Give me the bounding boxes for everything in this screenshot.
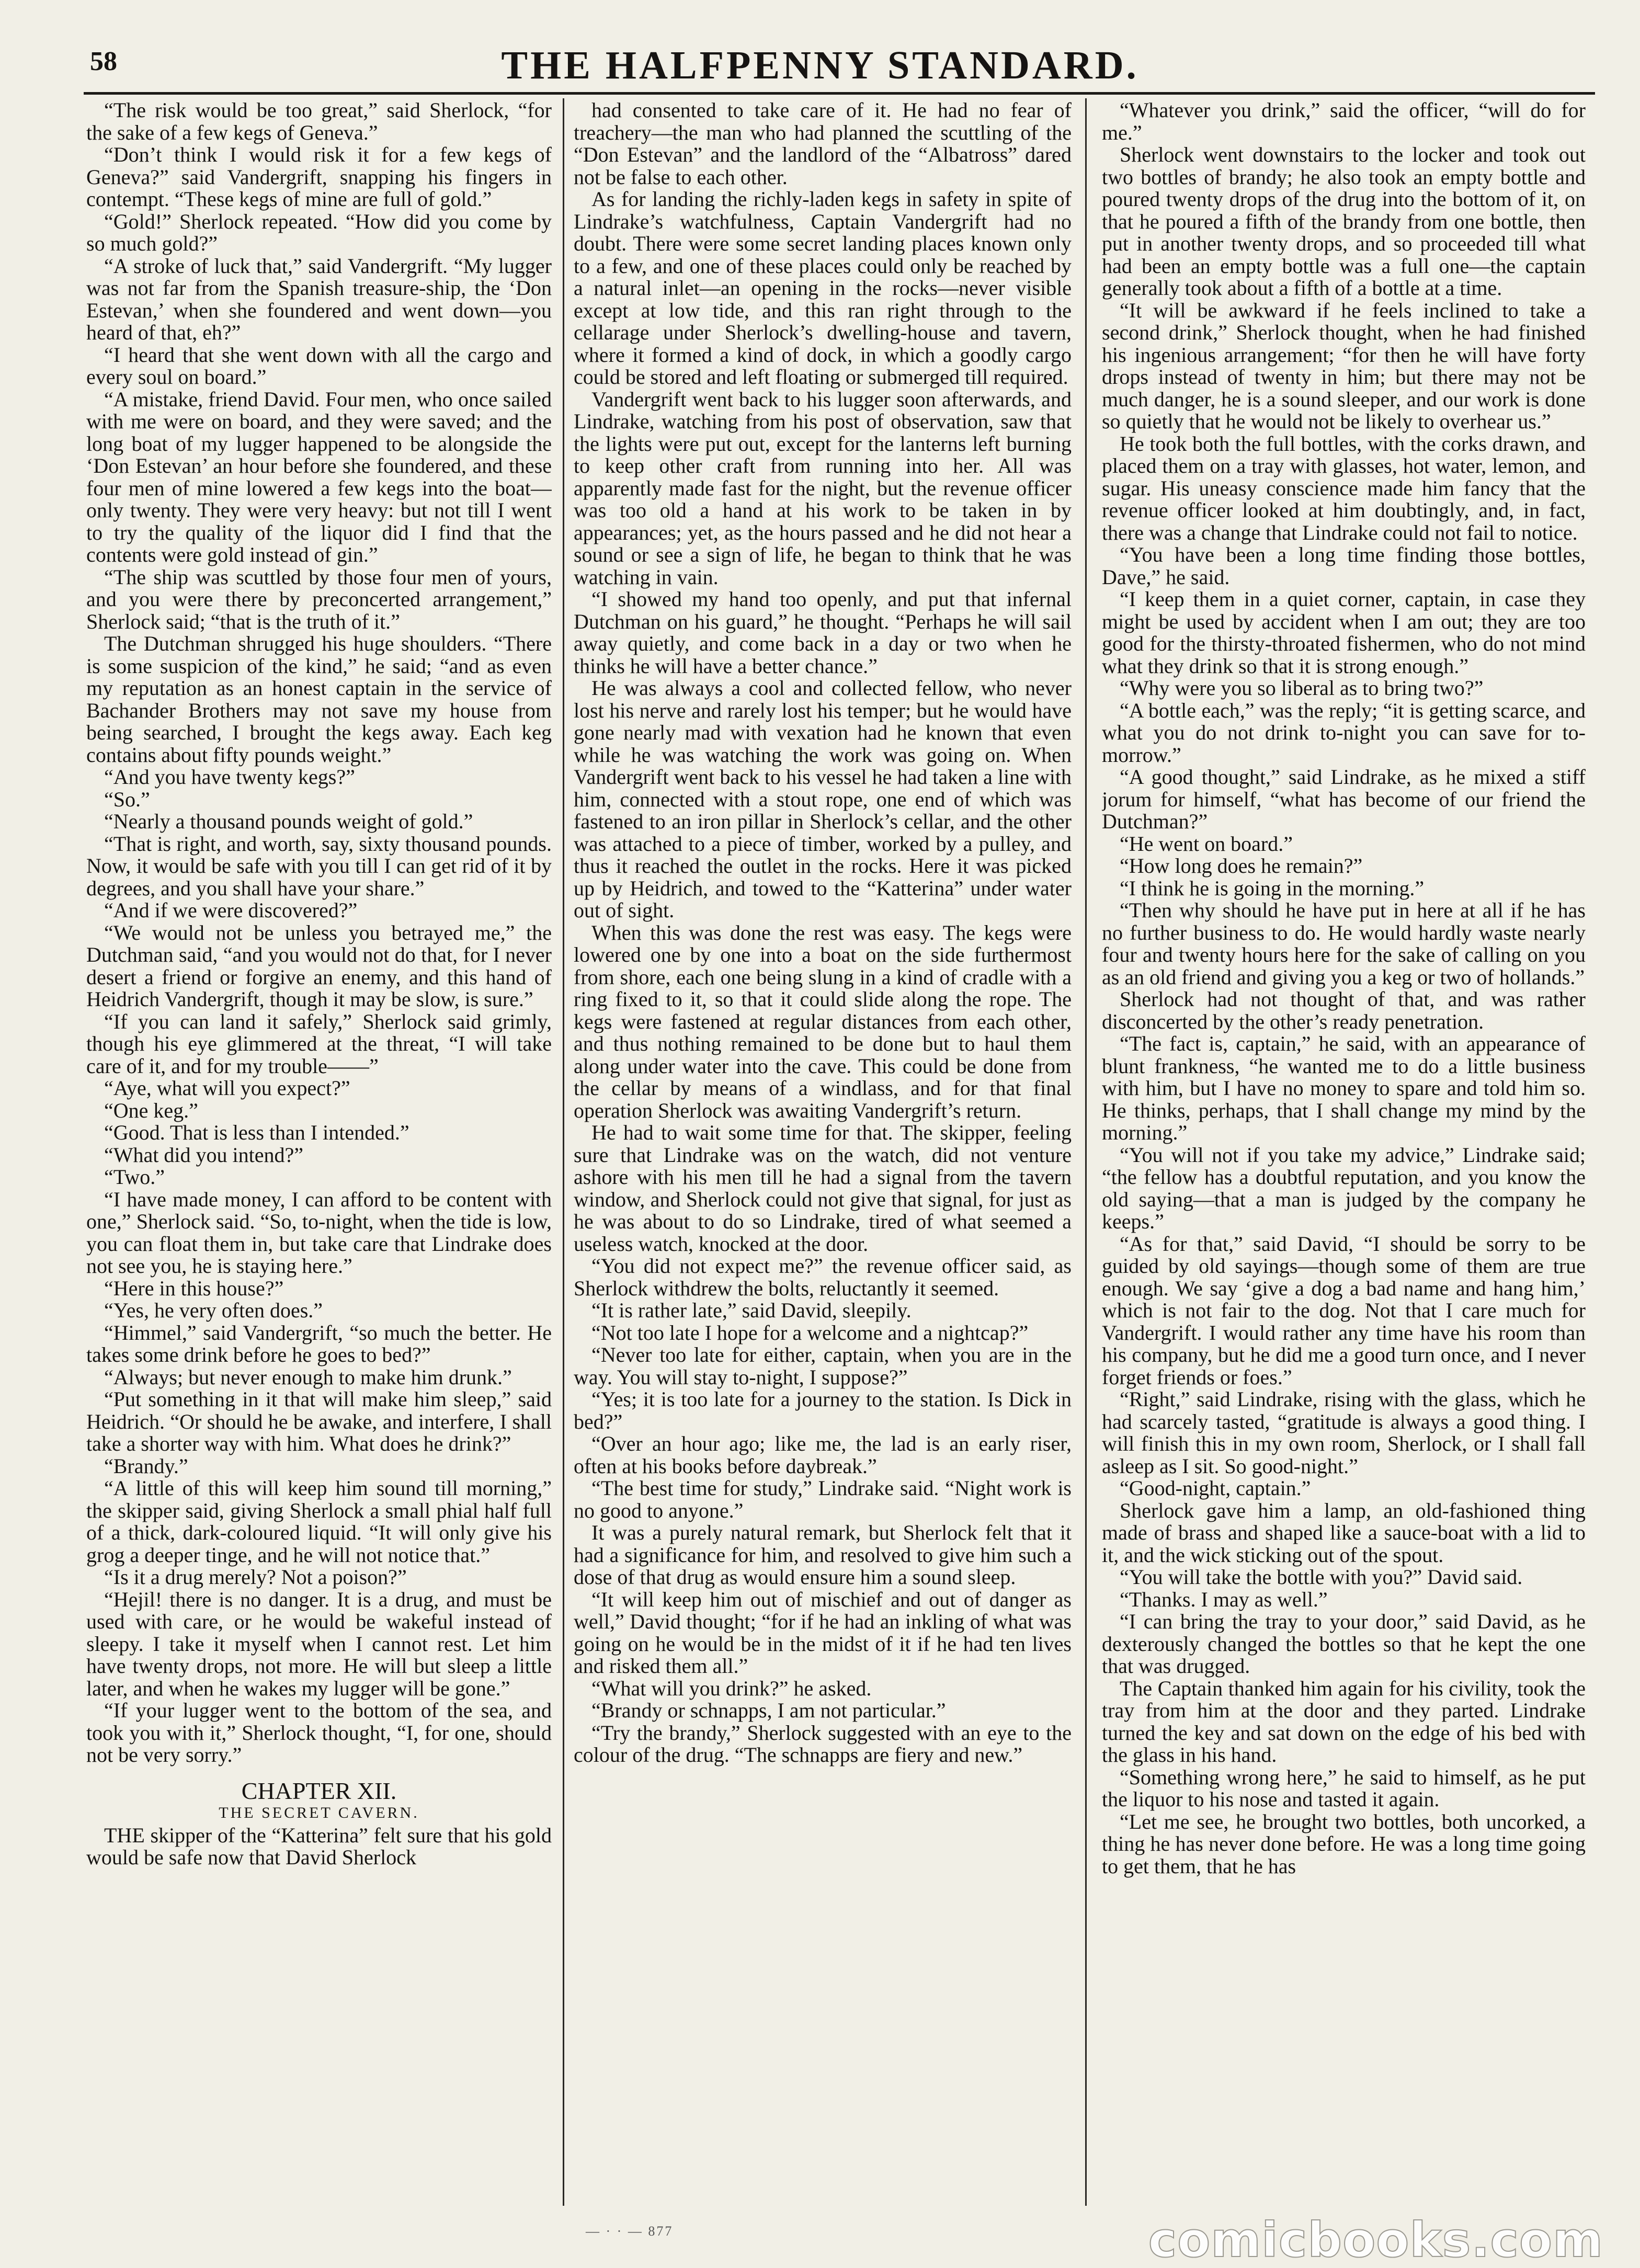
paragraph: “Hejil! there is no danger. It is a drug, and must be used with care, or he would be wakeful instead of sleepy. I take it myself when I cannot rest. Let him have twenty drops, not more. He will but sleep a little later, and when he wakes my lugger will be gone.” (86, 1587, 552, 1700)
paragraph: “And you have twenty kegs?” (104, 765, 355, 789)
paragraph: “A bottle each,” was the reply; “it is getting scarce, and what you do not drink to-night you can save for to-morrow.” (1102, 698, 1586, 767)
paragraph: Sherlock gave him a lamp, an old-fashioned thing made of brass and shaped like a sauce-boat with a lid to it, and the wick sticking out of the spout. (1102, 1498, 1586, 1567)
chapter-opening-paragraph: THE skipper of the “Katterina” felt sure that his gold would be safe now that David Sherlock (86, 1823, 552, 1869)
column-divider-1 (563, 98, 564, 2206)
paragraph: “I think he is going in the morning.” (1120, 876, 1425, 900)
paragraph: “Is it a drug merely? Not a poison?” (104, 1565, 407, 1589)
paragraph: “Whatever you drink,” said the officer, “will do for me.” (1102, 99, 1586, 144)
paragraph: “You will not if you take my advice,” Lindrake said; “the fellow has a doubtful reputation, and you know the old saying—that a man is judged by the company he keeps.” (1102, 1143, 1586, 1233)
paragraph: Sherlock went downstairs to the locker and took out two bottles of brandy; he also took an empty bottle and poured twenty drops of the drug into the bottom of it, on that he poured a fifth of the brandy from one bottle, then put in another twenty drops, and so proceeded till what had been an empty bottle was a full one—the captain generally took about a fifth of a bottle at a time. (1102, 143, 1586, 300)
paragraph: “Always; but never enough to make him drunk.” (104, 1365, 512, 1389)
paragraph: The Dutchman shrugged his huge shoulders. “There is some suspicion of the kind,” he said; “and as even my reputation as an honest captain in the service of Bachander Brothers may not save my house from being searched, I brought the kegs away. Each keg contains about fifty pounds weight.” (86, 632, 552, 767)
paragraph: “If you can land it safely,” Sherlock said grimly, though his eye glimmered at the threat, “I will take care of it, and for my trouble——” (86, 1009, 552, 1078)
paragraph: “Not too late I hope for a welcome and a nightcap?” (591, 1320, 1029, 1344)
paragraph: “As for that,” said David, “I should be sorry to be guided by old sayings—though some of them are true enough. We say ‘give a dog a bad name and hang him,’ which is not fair to the dog. Not that I care much for Vandergrift. I would rather any time have his room than his company, but he did me a good turn once, and I never forget friends or foes.” (1102, 1232, 1586, 1389)
paragraph: When this was done the rest was easy. The kegs were lowered one by one into a boat on the side furthermost from shore, each one being slung in a kind of cradle with a ring fixed to it, so that it could slide along the rope. The kegs were fastened at regular distances from each other, and thus nothing remained to be done but to haul them along under water into the cave. This could be done from the cellar by means of a windlass, and for that final operation Sherlock was awaiting Vandergrift’s return. (574, 920, 1072, 1122)
paragraph: “Thanks. I may as well.” (1120, 1587, 1328, 1611)
paragraph: “Brandy.” (104, 1454, 188, 1478)
chapter-subheading: THE SECRET CAVERN. (219, 1804, 419, 1821)
paragraph: “Yes, he very often does.” (104, 1298, 323, 1322)
paragraph: “It is rather late,” said David, sleepily. (591, 1298, 912, 1322)
column-divider-2 (1085, 98, 1087, 2206)
paragraph: “I can bring the tray to your door,” said David, as he dexterously changed the bottles so that he kept the one that was drugged. (1102, 1610, 1586, 1678)
paragraph: Sherlock had not thought of that, and was rather disconcerted by the other’s ready penetration. (1102, 987, 1586, 1033)
paragraph: “He went on board.” (1120, 831, 1293, 856)
paragraph: “You have been a long time finding those bottles, Dave,” he said. (1102, 543, 1586, 589)
paragraph: “One keg.” (104, 1098, 198, 1122)
column-3 (1102, 99, 1586, 2202)
paragraph: had consented to take care of it. He had no fear of treachery—the man who had planned the scuttling of the “Don Estevan” and the landlord of the “Albatross” dared not be false to each other. (574, 99, 1072, 189)
paragraph: “A little of this will keep him sound till morning,” the skipper said, giving Sherlock a small phial half full of a thick, dark-coloured liquid. “It will only give his grog a deeper tinge, and he will not notice that.” (86, 1476, 552, 1567)
column-2 (574, 99, 1072, 2202)
paragraph: “It will keep him out of mischief and out of danger as well,” David thought; “for if he had an inkling of what was going on he would be in the midst of it if he had ten lives and risked them all.” (574, 1587, 1072, 1678)
column-1 (86, 99, 552, 2202)
paragraph: “I keep them in a quiet corner, captain, in case they might be used by accident when I am out; they are too good for the thirsty-throated fishermen, who do not mind what they drink so that it is strong enough.” (1102, 587, 1586, 678)
paragraph: “Over an hour ago; like me, the lad is an early riser, often at his books before daybreak.” (574, 1432, 1072, 1478)
paragraph: It was a purely natural remark, but Sherlock felt that it had a significance for him, and resolved to give him such a dose of that drug as would ensure him a sound sleep. (574, 1521, 1072, 1589)
page-number: 58 (90, 47, 117, 76)
paragraph: “Why were you so liberal as to bring two?” (1120, 676, 1484, 700)
paragraph: “It will be awkward if he feels inclined to take a second drink,” Sherlock thought, when he had finished his ingenious arrangement; “for then he will have forty drops instead of twenty in him; but there may not be much danger, he is a sound sleeper, and our work is done so quietly that he would not be likely to overhear us.” (1102, 298, 1586, 433)
paragraph: “A stroke of luck that,” said Vandergrift. “My lugger was not far from the Spanish treasure-ship, the ‘Don Estevan,’ when she foundered and went down—you heard of that, eh?” (86, 254, 552, 344)
column-1-body (86, 99, 552, 1766)
paragraph: “The risk would be too great,” said Sherlock, “for the sake of a few kegs of Geneva.” (86, 99, 552, 144)
paragraph: “That is right, and worth, say, sixty thousand pounds. Now, it would be safe with you till I can get rid of it by degrees, and you shall have your share.” (86, 831, 552, 900)
paragraph: “What did you intend?” (104, 1143, 303, 1167)
paragraph: “Two.” (104, 1165, 165, 1189)
column-3-body (1102, 99, 1586, 1877)
paragraph: “Aye, what will you expect?” (104, 1076, 350, 1100)
paragraph: “Good-night, captain.” (1120, 1476, 1311, 1500)
paragraph: “I have made money, I can afford to be content with one,” Sherlock said. “So, to-night, when the tide is low, you can float them in, but take care that Lindrake does not see you, he is staying here.” (86, 1187, 552, 1278)
paragraph: “And if we were discovered?” (104, 898, 358, 922)
paragraph: “A mistake, friend David. Four men, who once sailed with me were on board, and they were saved; and the long boat of my lugger happened to be alongside the ‘Don Estevan’ an hour before she foundered, and these four men of mine lowered a few kegs into the boat—only twenty. They were very heavy: but not till I went to try the quality of the liquor did I find that the contents were gold instead of gin.” (86, 387, 552, 566)
paragraph: “How long does he remain?” (1120, 854, 1363, 877)
paragraph: “Put something in it that will make him sleep,” said Heidrich. “Or should he be awake, and interfere, I shall take a shorter way with him. What does he drink?” (86, 1387, 552, 1455)
paragraph: “Gold!” Sherlock repeated. “How did you come by so much gold?” (86, 209, 552, 255)
column-2-body (574, 99, 1072, 1766)
paragraph: “I showed my hand too openly, and put that infernal Dutchman on his guard,” he thought. “Perhaps he will sail away quietly, and come back in a day or two when he thinks he will have a better chance.” (574, 587, 1072, 678)
paragraph: “Then why should he have put in here at all if he has no further business to do. He would hardly waste nearly four and twenty hours here for the sake of calling on you as an old friend and giving you a keg or two of hollands.” (1102, 898, 1586, 989)
paragraph: “You did not expect me?” the revenue officer said, as Sherlock withdrew the bolts, reluctantly it seemed. (574, 1254, 1072, 1300)
paragraph: “If your lugger went to the bottom of the sea, and took you with it,” Sherlock thought, “I, for one, should not be very sorry.” (86, 1699, 552, 1766)
paragraph: “Right,” said Lindrake, rising with the glass, which he had scarcely tasted, “gratitude is always a good thing. I will finish this in my own room, Sherlock, or I shall fall asleep as I sit. So good-night.” (1102, 1387, 1586, 1478)
header-rule (84, 92, 1595, 95)
paragraph: “Good. That is less than I intended.” (104, 1121, 409, 1144)
paragraph: The Captain thanked him again for his civility, took the tray from him at the door and they parted. Lindrake turned the key and sat down on the edge of his bed with the glass in his hand. (1102, 1676, 1586, 1766)
paragraph: As for landing the richly-laden kegs in safety in spite of Lindrake’s watchfulness, Captain Vandergrift had no doubt. There were some secret landing places known only to a few, and one of these places could only be reached by a natural inlet—an opening in the rocks—never visible except at low tide, and this ran right through to the cellarage under Sherlock’s dwelling-house and tavern, where it formed a kind of dock, in which a goodly cargo could be stored and left floating or submerged till required. (574, 187, 1072, 389)
paragraph: “So.” (104, 787, 150, 811)
paragraph: “I heard that she went down with all the cargo and every soul on board.” (86, 343, 552, 389)
paragraph: “Don’t think I would risk it for a few kegs of Geneva?” said Vandergrift, snapping his fingers in contempt. “These kegs of mine are full of gold.” (86, 143, 552, 211)
paragraph: “The best time for study,” Lindrake said. “Night work is no good to anyone.” (574, 1476, 1072, 1522)
paragraph: “Try the brandy,” Sherlock suggested with an eye to the colour of the drug. “The schnapps are fiery and new.” (574, 1720, 1072, 1766)
paragraph: “Himmel,” said Vandergrift, “so much the better. He takes some drink before he goes to bed?” (86, 1320, 552, 1366)
paragraph: “You will take the bottle with you?” David said. (1120, 1565, 1523, 1589)
masthead-title: THE HALFPENNY STANDARD. (501, 43, 1139, 87)
paragraph: “Yes; it is too late for a journey to the station. Is Dick in bed?” (574, 1387, 1072, 1433)
watermark-logo: comicbooks.com (1148, 2212, 1603, 2268)
paragraph: “The ship was scuttled by those four men of yours, and you were there by preconcerted arrangement,” Sherlock said; “that is the truth of it.” (86, 565, 552, 633)
paragraph: “Here in this house?” (104, 1276, 284, 1300)
paragraph: “Let me see, he brought two bottles, both uncorked, a thing he has never done before. He was a long time going to get them, that he has (1102, 1809, 1586, 1878)
paragraph: “Never too late for either, captain, when you are in the way. You will stay to-night, I suppose?” (574, 1343, 1072, 1389)
paragraph: “What will you drink?” he asked. (591, 1676, 872, 1700)
paragraph: “Something wrong here,” he said to himself, as he put the liquor to his nose and tasted it again. (1102, 1765, 1586, 1811)
paragraph: “The fact is, captain,” he said, with an appearance of blunt frankness, “he wanted me to do a little business with him, but I have no money to spare and told him so. He thinks, perhaps, that I shall change my mind by the morning.” (1102, 1032, 1586, 1144)
paragraph: Vandergrift went back to his lugger soon afterwards, and Lindrake, watching from his post of observation, saw that the lights were put out, except for the lanterns left burning to keep other craft from running into her. All was apparently made fast for the night, but the revenue officer was too old a hand at his work to be taken in by appearances; yet, as the hours passed and he did not hear a sound or see a sign of life, he began to think that he was watching in vain. (574, 387, 1072, 589)
paragraph: He had to wait some time for that. The skipper, feeling sure that Lindrake was on the watch, did not venture ashore with his men till he had a signal from the tavern window, and Sherlock could not give that signal, for just as he was about to do so Lindrake, tired of what seemed a useless watch, knocked at the door. (574, 1121, 1072, 1256)
paragraph: He was always a cool and collected fellow, who never lost his nerve and rarely lost his temper; but he would have gone nearly mad with vexation had he known that even while he was watching the work was going on. When Vandergrift went back to his vessel he had taken a line with him, connected with a stout rope, one end of which was fastened to an iron pillar in Sherlock’s cellar, and the other was attached to a piece of timber, worked by a pulley, and thus it reached the outlet in the rocks. Here it was picked up by Heidrich, and towed to the “Katterina” under water out of sight. (574, 676, 1072, 922)
paragraph: He took both the full bottles, with the corks drawn, and placed them on a tray with glasses, hot water, lemon, and sugar. His uneasy conscience made him fancy that the revenue officer looked at him doubtingly, and, in fact, there was a change that Lindrake could not fail to notice. (1102, 431, 1586, 544)
printer-mark: — · · — 877 (586, 2224, 674, 2239)
paragraph: “We would not be unless you betrayed me,” the Dutchman said, “and you would not do that, for I never desert a friend or forgive an enemy, and this hand of Heidrich Vandergrift, though it may be slow, is sure.” (86, 920, 552, 1011)
paragraph: “A good thought,” said Lindrake, as he mixed a stiff jorum for himself, “what has become of our friend the Dutchman?” (1102, 765, 1586, 833)
paragraph: “Nearly a thousand pounds weight of gold.” (104, 810, 473, 833)
chapter-heading: CHAPTER XII. (241, 1777, 397, 1804)
paragraph: “Brandy or schnapps, I am not particular.” (591, 1699, 946, 1722)
